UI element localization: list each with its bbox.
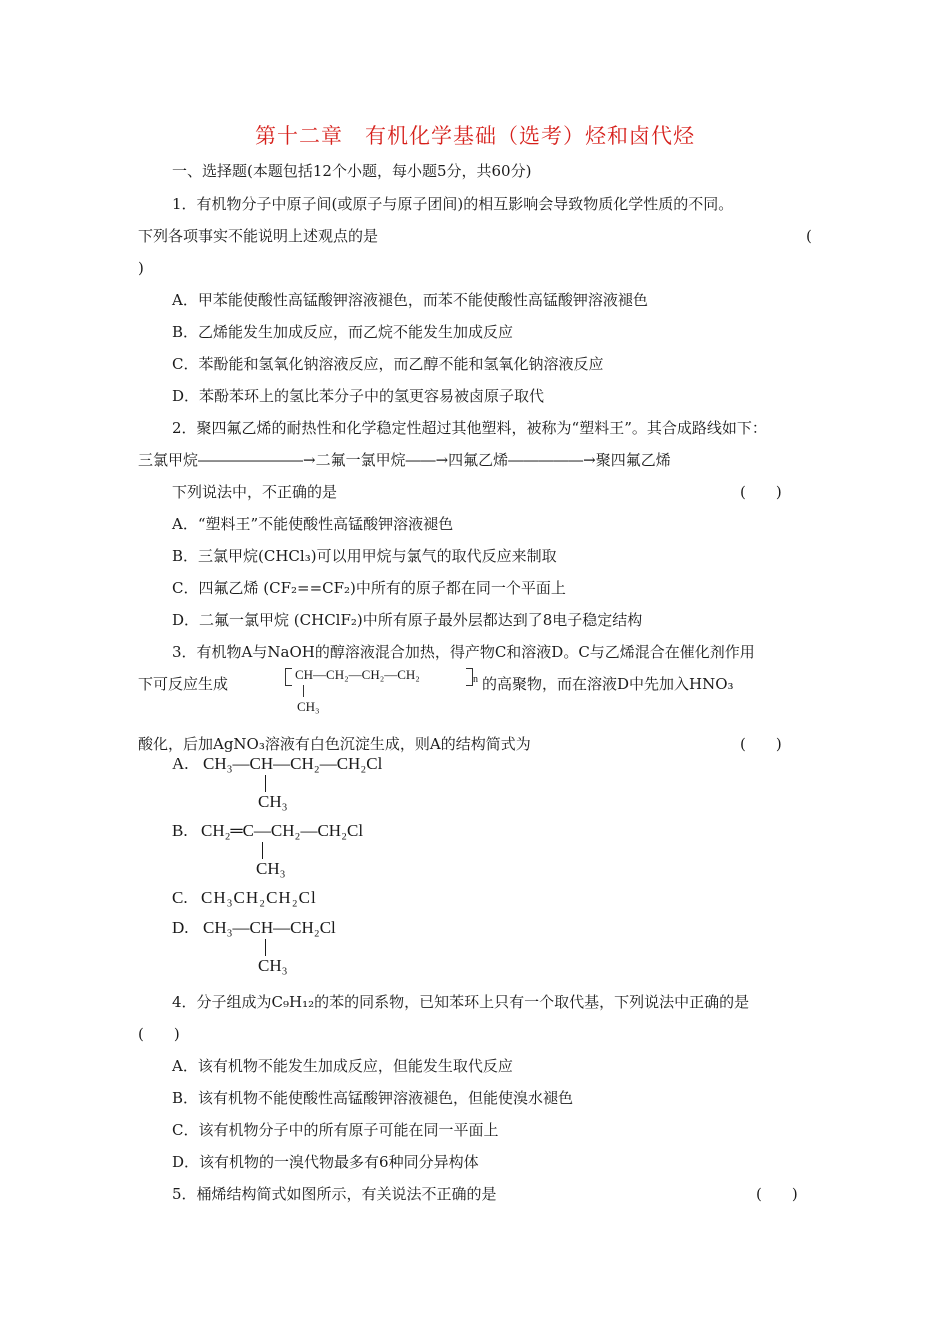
polymer-bracket-left: [285, 668, 292, 686]
formula-main: CH₂═C—CH₂—CH₂Cl: [201, 821, 364, 840]
formula-main: CH₃—CH—CH₂—CH₂Cl: [203, 754, 383, 773]
q4-answer-bracket: ( ): [138, 1025, 180, 1043]
q2-stem-line1: 2．聚四氟乙烯的耐热性和化学稳定性超过其他塑料，被称为“塑料王”。其合成路线如下：: [172, 419, 767, 437]
q1-option-b: B．乙烯能发生加成反应，而乙烷不能发生加成反应: [172, 323, 514, 341]
page-title: 第十二章 有机化学基础（选考）烃和卤代烃: [255, 124, 695, 148]
formula-branch: CH₃: [256, 859, 286, 878]
formula-bond: [265, 775, 266, 792]
option-letter: A.: [172, 754, 189, 773]
formula-branch: CH₃: [258, 956, 288, 975]
q4-stem-line1: 4．分子组成为C₉H₁₂的苯的同系物，已知苯环上只有一个取代基，下列说法中正确的是: [172, 993, 750, 1011]
q5-answer-bracket: ( ): [756, 1185, 798, 1203]
polymer-bracket-right: [466, 668, 473, 686]
q1-answer-bracket-close: ): [138, 259, 144, 277]
formula-bond: [265, 939, 266, 956]
formula-main: CH₃CH₂CH₂Cl: [201, 888, 317, 907]
polymer-bond: [303, 685, 304, 697]
q1-option-c: C．苯酚能和氢氧化钠溶液反应，而乙醇不能和氢氧化钠溶液反应: [172, 355, 604, 373]
q2-option-c: C．四氟乙烯 (CF₂==CF₂)中所有的原子都在同一个平面上: [172, 579, 566, 597]
section-heading: 一、选择题(本题包括12个小题，每小题5分，共60分): [172, 162, 532, 180]
formula-main: CH₃—CH—CH₂Cl: [203, 918, 336, 937]
q2-option-a: A．“塑料王”不能使酸性高锰酸钾溶液褪色: [172, 515, 454, 533]
q2-answer-bracket: ( ): [740, 483, 782, 501]
q3-stem-line3: 酸化，后加AgNO₃溶液有白色沉淀生成，则A的结构简式为: [138, 735, 531, 753]
q2-stem-line2: 下列说法中，不正确的是: [172, 483, 338, 501]
option-letter: C.: [172, 888, 188, 907]
q2-option-b: B．三氯甲烷(CHCl₃)可以用甲烷与氯气的取代反应来制取: [172, 547, 557, 565]
q3-stem-line2-post: 的高聚物，而在溶液D中先加入HNO₃: [482, 675, 734, 693]
q1-option-d: D．苯酚苯环上的氢比苯分子中的氢更容易被卤原子取代: [172, 387, 545, 405]
q2-synthesis-route: 三氯甲烷―――――――→二氟一氯甲烷――→四氟乙烯―――――→聚四氟乙烯: [138, 451, 671, 469]
polymer-branch: CH₃: [297, 699, 320, 714]
polymer-main-chain: CH—CH₂—CH₂—CH₂: [295, 667, 420, 682]
q4-option-c: C．该有机物分子中的所有原子可能在同一平面上: [172, 1121, 499, 1139]
q4-option-a: A．该有机物不能发生加成反应，但能发生取代反应: [172, 1057, 513, 1075]
option-letter: B.: [172, 821, 188, 840]
option-letter: D.: [172, 918, 189, 937]
q3-answer-bracket: ( ): [740, 735, 782, 753]
q3-stem-line1: 3．有机物A与NaOH的醇溶液混合加热，得产物C和溶液D。C与乙烯混合在催化剂作用: [172, 643, 755, 661]
q1-stem-line2: 下列各项事实不能说明上述观点的是: [138, 227, 379, 245]
polymer-subscript-n: n: [473, 674, 478, 685]
q1-stem-line1: 1．有机物分子中原子间(或原子与原子团间)的相互影响会导致物质化学性质的不同。: [172, 195, 734, 213]
q5-stem: 5．桶烯结构简式如图所示，有关说法不正确的是: [172, 1185, 497, 1203]
q1-option-a: A．甲苯能使酸性高锰酸钾溶液褪色，而苯不能使酸性高锰酸钾溶液褪色: [172, 291, 648, 309]
q3-stem-line2-pre: 下可反应生成: [138, 675, 229, 693]
formula-branch: CH₃: [258, 792, 288, 811]
q4-option-d: D．该有机物的一溴代物最多有6种同分异构体: [172, 1153, 479, 1171]
q1-answer-bracket-open: (: [806, 227, 812, 245]
formula-bond: [262, 842, 263, 859]
q2-option-d: D．二氟一氯甲烷 (CHClF₂)中所有原子最外层都达到了8电子稳定结构: [172, 611, 643, 629]
q4-option-b: B．该有机物不能使酸性高锰酸钾溶液褪色，但能使溴水褪色: [172, 1089, 574, 1107]
